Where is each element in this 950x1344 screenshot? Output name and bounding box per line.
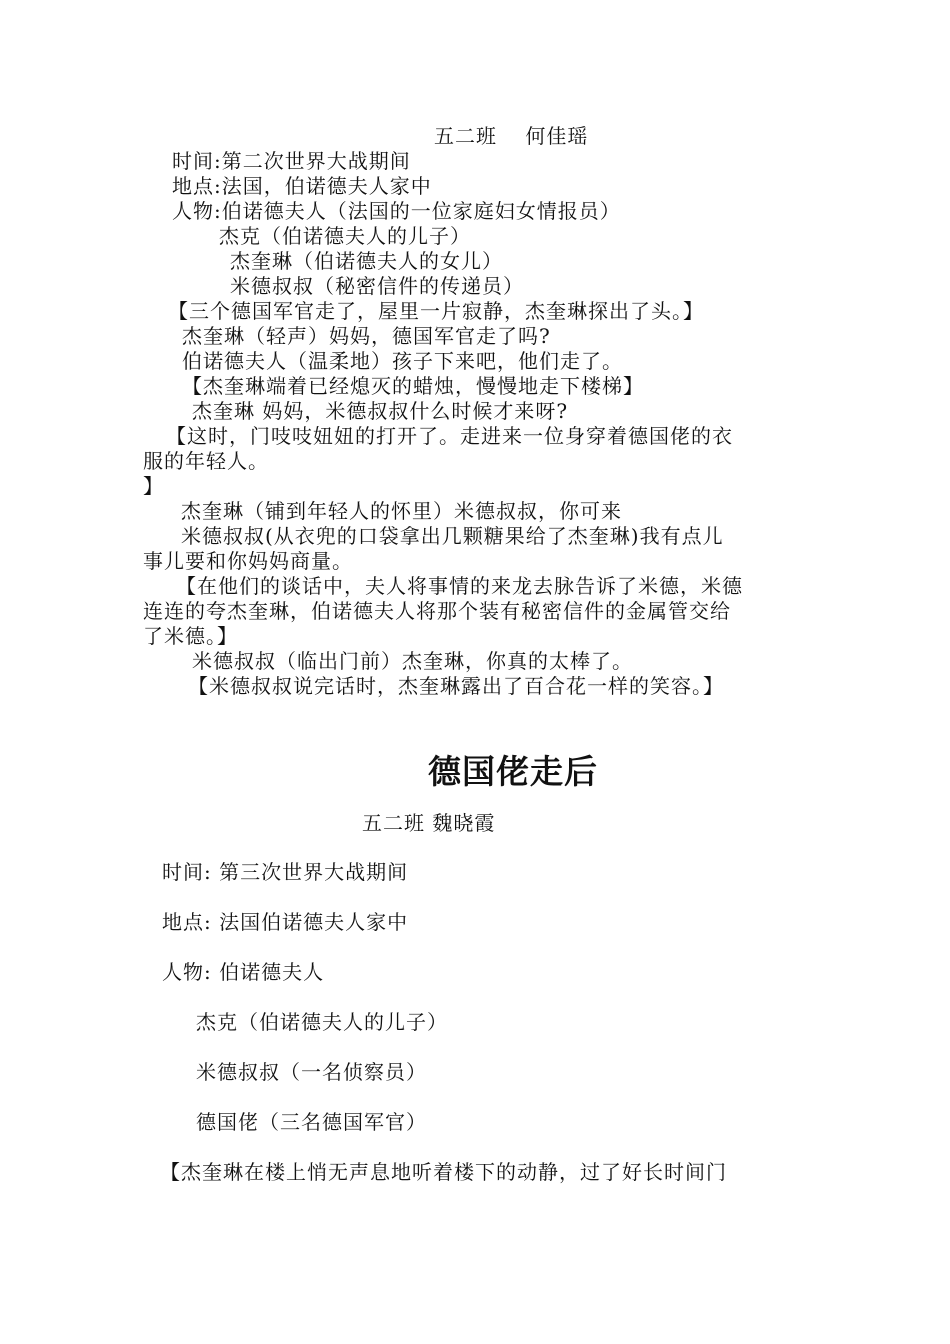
setting-place-1: 地点:法国，伯诺德夫人家中 [172,174,432,198]
cast-item-6: 德国佬（三名德国军官） [196,1110,427,1134]
dialogue-line: 伯诺德夫人（温柔地）孩子下来吧，他们走了。 [182,349,623,373]
stage-direction: 【在他们的谈话中，夫人将事情的来龙去脉告诉了米德，米德 [176,574,743,598]
stage-direction-continued: 】 [143,474,164,498]
stage-direction: 【杰奎琳端着已经熄灭的蜡烛，慢慢地走下楼梯】 [182,374,644,398]
cast-item-3: 米德叔叔（秘密信件的传递员） [230,274,524,298]
dialogue-line: 米德叔叔（临出门前）杰奎琳，你真的太棒了。 [192,649,633,673]
byline-2: 五二班 魏晓霞 [362,811,496,835]
dialogue-line-continued: 事儿要和你妈妈商量。 [143,549,353,573]
stage-direction-continued: 连连的夸杰奎琳，伯诺德夫人将那个装有秘密信件的金属管交给 [143,599,731,623]
stage-direction: 【三个德国军官走了，屋里一片寂静，杰奎琳探出了头。】 [168,299,704,323]
byline-1: 五二班 何佳瑶 [434,124,589,148]
setting-time-1: 时间:第二次世界大战期间 [172,149,411,173]
stage-direction: 【米德叔叔说完话时，杰奎琳露出了百合花一样的笑容。】 [188,674,724,698]
cast-item-5: 米德叔叔（一名侦察员） [196,1060,427,1084]
cast-item-1: 杰克（伯诺德夫人的儿子） [219,224,471,248]
dialogue-line: 杰奎琳（轻声）妈妈，德国军官走了吗? [182,324,551,348]
stage-direction: 【这时，门吱吱妞妞的打开了。走进来一位身穿着德国佬的衣 [166,424,733,448]
stage-direction: 【杰奎琳在楼上悄无声息地听着楼下的动静，过了好长时间门 [160,1160,727,1184]
dialogue-line: 杰奎琳 妈妈，米德叔叔什么时候才来呀? [192,399,569,423]
stage-direction-continued: 了米德。】 [143,624,238,648]
cast-item-2: 杰奎琳（伯诺德夫人的女儿） [230,249,503,273]
play-title: 德国佬走后 [428,752,598,791]
setting-place-2: 地点: 法国伯诺德夫人家中 [162,910,409,934]
cast-label-1: 人物:伯诺德夫人（法国的一位家庭妇女情报员） [172,199,621,223]
cast-label-2: 人物: 伯诺德夫人 [162,960,325,984]
cast-item-4: 杰克（伯诺德夫人的儿子） [196,1010,448,1034]
setting-time-2: 时间: 第三次世界大战期间 [162,860,409,884]
stage-direction-continued: 服的年轻人。 [143,449,269,473]
dialogue-line: 米德叔叔(从衣兜的口袋拿出几颗糖果给了杰奎琳)我有点儿 [181,524,724,548]
dialogue-line: 杰奎琳（铺到年轻人的怀里）米德叔叔，你可来 [181,499,622,523]
